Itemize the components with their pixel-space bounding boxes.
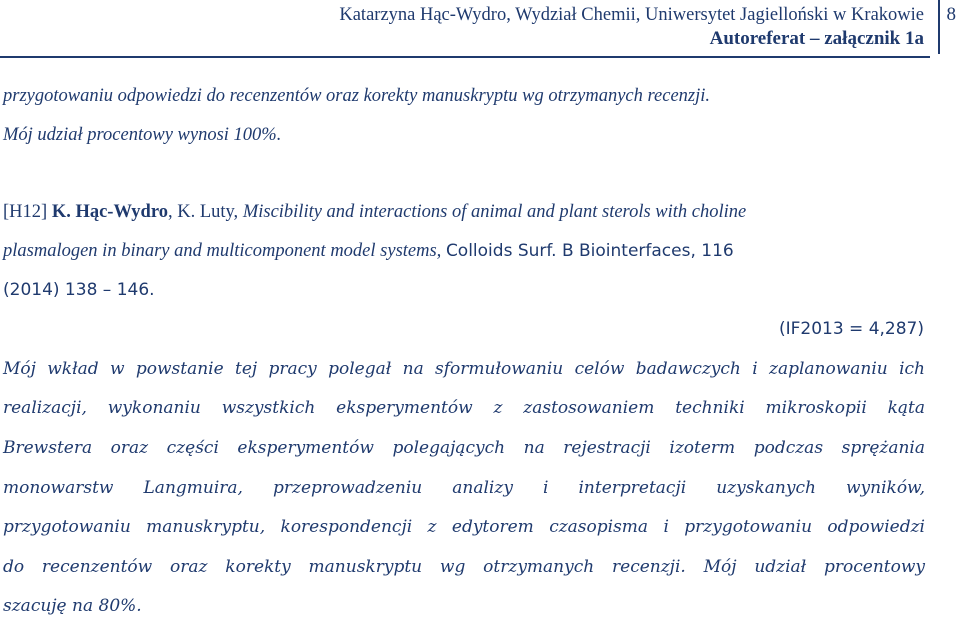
reference-author-bold: K. Hąc-Wydro bbox=[51, 202, 168, 222]
contribution-line-7: szacuję na 80%. bbox=[3, 596, 142, 616]
contribution-line-4: monowarstw Langmuira, przeprowadzeniu analizy i interpretacji uzyskanych wyników, bbox=[3, 478, 925, 498]
reference-pages: (2014) 138 – 146. bbox=[3, 280, 155, 300]
header-rule bbox=[0, 56, 930, 58]
reference-title-part2: plasmalogen in binary and multicomponent model systems, bbox=[3, 241, 442, 261]
contribution-line-2: realizacji, wykonaniu wszystkich eksperymentów z zastosowaniem techniki mikroskopii kąta bbox=[3, 398, 925, 418]
reference-journal: Colloids Surf. B Biointerfaces, 116 bbox=[445, 241, 734, 261]
impact-factor: (IF2013 = 4,287) bbox=[778, 319, 924, 339]
reference-line-1 bbox=[3, 200, 746, 224]
reference-id: [H12] bbox=[3, 202, 48, 222]
contribution-line-6: do recenzentów oraz korekty manuskryptu wg otrzymanych recenzji. Mój udział procentowy bbox=[3, 557, 925, 577]
header-doc-title: Autoreferat – załącznik 1a bbox=[709, 28, 924, 49]
page-header bbox=[339, 3, 924, 51]
contribution-line-3: Brewstera oraz części eksperymentów polegających na rejestracji izoterm podczas sprężania bbox=[3, 438, 925, 458]
reference-title-part1: Miscibility and interactions of animal and plant sterols with choline bbox=[242, 202, 747, 222]
contribution-line-1: Mój wkład w powstanie tej pracy polegał na sformułowaniu celów badawczych i zaplanowaniu ich bbox=[3, 359, 925, 379]
reference-authors-rest: , K. Luty, bbox=[167, 202, 243, 222]
prev-paragraph-line-2: Mój udział procentowy wynosi 100%. bbox=[3, 125, 282, 145]
contribution-line-5: przygotowaniu manuskryptu, korespondencji z edytorem czasopisma i przygotowaniu odpowiedzi bbox=[3, 517, 925, 537]
header-author-line: Katarzyna Hąc-Wydro, Wydział Chemii, Uniwersytet Jagielloński w Krakowie bbox=[339, 5, 924, 25]
reference-line-2 bbox=[3, 239, 734, 263]
page-number: 8 bbox=[946, 4, 956, 25]
header-vertical-rule bbox=[938, 0, 940, 54]
prev-paragraph-line-1: przygotowaniu odpowiedzi do recenzentów oraz korekty manuskryptu wg otrzymanych recenzji. bbox=[3, 86, 711, 106]
